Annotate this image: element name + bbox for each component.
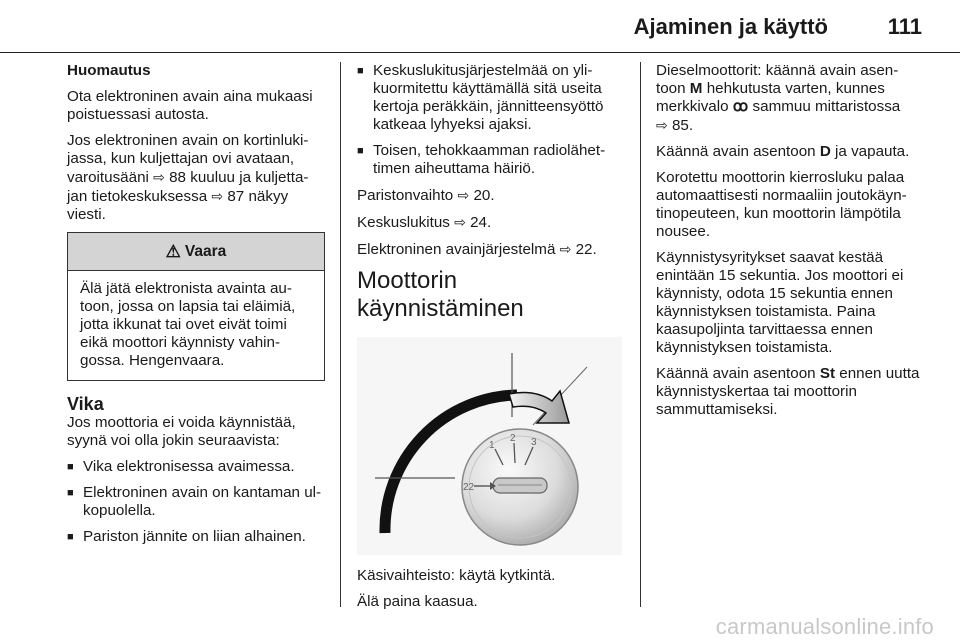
para-text: ja vapauta.	[835, 143, 910, 160]
para-text: ennen uutta käynnistyskertaa tai moottorin sammuttamiseksi.	[656, 365, 920, 418]
key-warning-paragraph	[67, 132, 325, 224]
warning-triangle-icon: ⚠	[165, 241, 181, 261]
diesel-paragraph	[656, 62, 924, 135]
idle-paragraph: Korotettu moottorin kierrosluku palaa automaattisesti normaaliin joutokäyn-tinopeuteen, kun moottorin lämpötila nousee.	[656, 169, 907, 240]
section-heading-start: Moottorin käynnistäminen	[357, 267, 524, 322]
list-item: ■ Vika elektronisessa avaimessa.	[67, 458, 325, 476]
column-left	[67, 62, 325, 554]
column-right	[656, 62, 924, 427]
manual-transmission-note: Käsivaihteisto: käytä kytkintä.	[357, 567, 556, 584]
para-text: hehkutusta varten, kunnes merkkivalo	[656, 80, 885, 115]
para-text: Jos elektroninen avain on kortinluki-jassa, kun kuljettajan ovi avataan, varoitusääni	[67, 132, 309, 186]
reference-arrow-icon: ⇨	[153, 169, 165, 185]
position-st-paragraph	[656, 365, 924, 419]
page-header	[0, 0, 960, 52]
para-text: sammuu mittaristossa	[752, 98, 901, 115]
vika-intro: Jos moottoria ei voida käynnistää, syynä voi olla jokin seuraavista:	[67, 414, 296, 449]
reference-arrow-icon: ⇨	[656, 117, 668, 133]
ignition-illustration	[357, 337, 622, 555]
column-divider	[640, 62, 641, 607]
reference-arrow-icon: ⇨	[211, 188, 224, 204]
warning-text: Älä jätä elektronista avainta au-toon, jossa on lapsia tai eläimiä, jotta ikkunat tai ovet eivät toimi eikä moottori käynnisty vahin-gossa. Hengenvaara.	[80, 280, 296, 369]
position-label: 1	[489, 440, 495, 451]
position-label: 22	[463, 482, 475, 493]
para-text: Dieselmoottorit: käännä avain asen-toon	[656, 62, 899, 97]
reference-arrow-icon: ⇨	[559, 241, 572, 257]
position-label: 3	[531, 437, 537, 448]
key-position-M: M	[689, 80, 703, 97]
page-reference[interactable]: 87	[227, 188, 245, 205]
reference-text: Keskuslukitus	[357, 214, 450, 231]
reference-text: Elektroninen avainjärjestelmä	[357, 241, 556, 258]
para-text: Käännä avain asentoon	[656, 143, 816, 160]
header-rule	[0, 52, 960, 53]
para-text: Käännä avain asentoon	[656, 365, 816, 382]
column-divider	[340, 62, 341, 607]
accelerator-note: Älä paina kaasua.	[357, 593, 478, 610]
fault-list	[67, 458, 325, 546]
page-footer	[0, 612, 960, 642]
reference-arrow-icon: ⇨	[457, 187, 470, 203]
watermark: carmanualsonline.info	[715, 614, 934, 639]
reference-text: Paristonvaihto	[357, 187, 454, 204]
attempt-paragraph: Käynnistysyritykset saavat kestää enintään 15 sekuntia. Jos moottori ei käynnisty, odota 15 sekuntia ennen käynnistyksen toistamista. Paina kaasupoljinta tarvittaessa ennen käynnistyksen toistamista.	[656, 249, 904, 356]
page-number: 111	[887, 14, 922, 39]
page-reference[interactable]: 85.	[671, 117, 694, 134]
position-d-paragraph	[656, 143, 924, 161]
page-title: Ajaminen ja käyttö	[633, 14, 828, 39]
cross-reference	[357, 213, 624, 232]
warning-title: Vaara	[184, 242, 227, 260]
key-position-St: St	[819, 365, 836, 382]
list-item: ■ Keskuslukitusjärjestelmää on yli-kuormitettu käyttämällä sitä useita kertoja peräkkäin, jännitteensyöttö katkeaa lyhyeksi ajaksi.	[357, 62, 624, 134]
column-middle	[357, 62, 624, 619]
para-text: näkyy viesti.	[67, 188, 289, 223]
note-heading: Huomautus	[67, 62, 151, 79]
glow-plug-icon: ꝏ	[732, 98, 749, 115]
page-reference[interactable]: 22.	[575, 241, 597, 258]
page-reference[interactable]: 24.	[470, 214, 492, 231]
position-label: 2	[510, 433, 516, 444]
list-item: ■ Elektroninen avain on kantaman ul-kopuolella.	[67, 484, 325, 520]
note-text: Ota elektroninen avain aina mukaasi poistuessasi autosta.	[67, 88, 313, 123]
para-text: kuuluu ja kuljetta-jan tietokeskuksessa	[67, 169, 309, 205]
cross-reference	[357, 240, 624, 259]
list-item: ■ Toisen, tehokkaamman radiolähet-timen aiheuttama häiriö.	[357, 142, 624, 178]
warning-header	[68, 233, 324, 271]
key-position-D: D	[819, 143, 831, 160]
page-reference[interactable]: 88	[169, 169, 187, 186]
list-item: ■ Pariston jännite on liian alhainen.	[67, 528, 325, 546]
cross-reference	[357, 186, 624, 205]
section-heading-vika: Vika	[67, 394, 104, 414]
reference-arrow-icon: ⇨	[454, 214, 466, 230]
warning-box	[67, 232, 325, 381]
page-reference[interactable]: 20.	[473, 187, 495, 204]
fault-list-continued	[357, 62, 624, 178]
